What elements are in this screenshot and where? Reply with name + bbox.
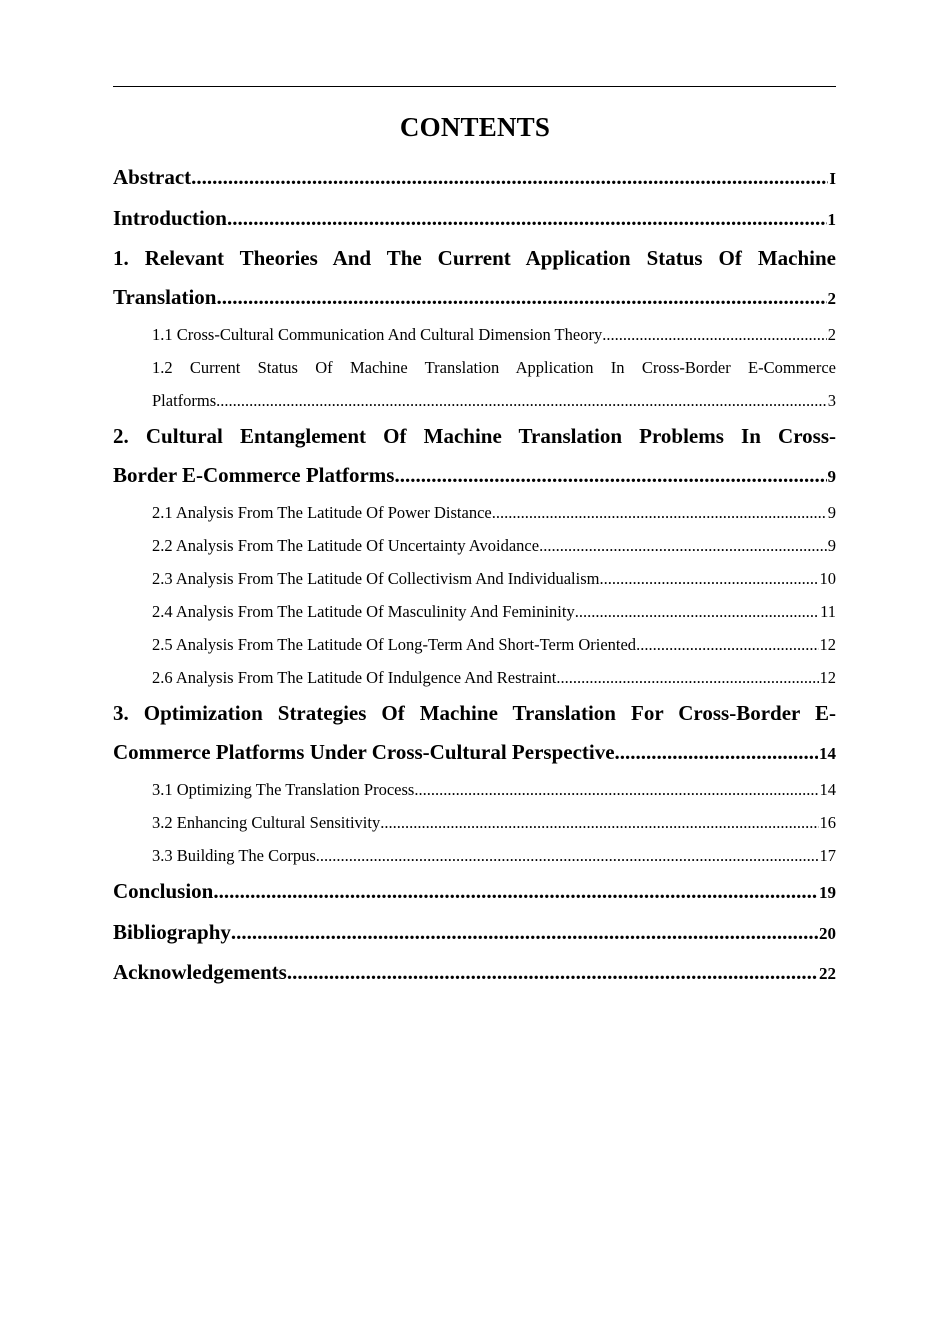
leader-dots xyxy=(575,595,819,628)
toc-entry-page: 11 xyxy=(820,602,836,621)
toc-entry-chapter-3[interactable] xyxy=(113,694,836,773)
toc-entry-section-3-1[interactable] xyxy=(113,773,836,806)
toc-entry-title: 3.3 Building The Corpus xyxy=(152,846,316,865)
toc-entry-chapter-2[interactable] xyxy=(113,417,836,496)
header-rule xyxy=(113,86,836,87)
toc-entry-title: 2.4 Analysis From The Latitude Of Masculinity And Femininity xyxy=(152,602,575,621)
toc-entry-section-3-2[interactable] xyxy=(113,806,836,839)
leader-dots xyxy=(231,913,818,952)
toc-entry-section-2-5[interactable] xyxy=(113,628,836,661)
toc-entry-title: 1.1 Cross-Cultural Communication And Cultural Dimension Theory xyxy=(152,325,603,344)
leader-dots xyxy=(599,562,818,595)
leader-dots xyxy=(213,872,818,911)
toc-entry-section-2-6[interactable] xyxy=(113,661,836,694)
toc-entry-title: Abstract xyxy=(113,165,192,189)
toc-entry-page: 14 xyxy=(819,780,836,799)
toc-entry-title: 2.6 Analysis From The Latitude Of Indulgence And Restraint xyxy=(152,668,557,687)
toc-entry-page: 20 xyxy=(819,923,836,943)
leader-dots xyxy=(492,496,827,529)
toc-entry-page: 19 xyxy=(819,883,836,902)
leader-dots xyxy=(191,158,828,197)
toc-entry-title-line2: Translation xyxy=(113,284,217,309)
page-title: CONTENTS xyxy=(399,112,551,142)
toc-entry-introduction[interactable] xyxy=(113,199,836,240)
toc-entry-title-line1: 1.2 Current Status Of Machine Translation Application In Cross-Border E-Commerce xyxy=(152,358,836,377)
toc-entry-page: 22 xyxy=(819,964,836,983)
toc-entry-section-3-3[interactable] xyxy=(113,839,836,872)
leader-dots xyxy=(602,318,827,351)
leader-dots xyxy=(539,529,827,562)
leader-dots xyxy=(394,456,826,495)
toc-entry-page: 10 xyxy=(819,569,836,588)
toc-entry-title-line1: 1. Relevant Theories And The Current Application Status Of Machine xyxy=(113,246,836,270)
toc-entry-title: 2.1 Analysis From The Latitude Of Power Distance xyxy=(152,503,492,522)
toc-entry-page: 2 xyxy=(827,325,836,344)
leader-dots xyxy=(316,839,819,872)
toc-entry-title: Conclusion xyxy=(113,879,214,903)
toc-entry-title: Introduction xyxy=(113,205,227,230)
toc-entry-page: 12 xyxy=(819,635,836,654)
toc-entry-page: 9 xyxy=(827,536,836,555)
leader-dots xyxy=(216,384,827,417)
leader-dots xyxy=(636,628,818,661)
toc-entry-page: 14 xyxy=(819,743,836,763)
table-of-contents xyxy=(113,158,836,994)
toc-entry-page: 12 xyxy=(819,668,836,687)
toc-entry-title: Acknowledgements xyxy=(113,960,287,984)
leader-dots xyxy=(287,953,818,992)
toc-entry-page: 17 xyxy=(819,846,836,865)
toc-entry-section-2-2[interactable] xyxy=(113,529,836,562)
toc-entry-abstract[interactable] xyxy=(113,158,836,199)
toc-entry-page: 2 xyxy=(827,288,836,308)
toc-entry-title: 2.5 Analysis From The Latitude Of Long-Term And Short-Term Oriented xyxy=(152,635,637,654)
toc-entry-page: 3 xyxy=(827,391,836,410)
leader-dots xyxy=(216,278,826,317)
toc-entry-title-line2: Commerce Platforms Under Cross-Cultural Perspective xyxy=(113,739,615,764)
leader-dots xyxy=(556,661,818,694)
toc-entry-acknowledgements[interactable] xyxy=(113,953,836,994)
toc-entry-title-line1: 2. Cultural Entanglement Of Machine Translation Problems In Cross- xyxy=(113,424,836,448)
toc-entry-title: 2.2 Analysis From The Latitude Of Uncertainty Avoidance xyxy=(152,536,540,555)
toc-entry-page: 1 xyxy=(827,209,836,229)
toc-entry-title: 3.2 Enhancing Cultural Sensitivity xyxy=(152,813,381,832)
toc-entry-page: I xyxy=(829,169,836,188)
toc-entry-page: 9 xyxy=(827,466,836,486)
toc-entry-title-line2: Border E-Commerce Platforms xyxy=(113,462,395,487)
toc-entry-section-2-3[interactable] xyxy=(113,562,836,595)
toc-entry-chapter-1[interactable] xyxy=(113,239,836,318)
toc-entry-page: 9 xyxy=(827,503,836,522)
leader-dots xyxy=(227,199,827,238)
toc-entry-bibliography[interactable] xyxy=(113,913,836,954)
toc-entry-page: 16 xyxy=(819,813,836,832)
toc-entry-title: 3.1 Optimizing The Translation Process xyxy=(152,780,415,799)
toc-entry-title-line1: 3. Optimization Strategies Of Machine Translation For Cross-Border E- xyxy=(113,701,836,725)
toc-entry-section-2-1[interactable] xyxy=(113,496,836,529)
toc-entry-conclusion[interactable] xyxy=(113,872,836,913)
toc-entry-title-line2: Platforms xyxy=(152,391,217,410)
toc-entry-section-1-2[interactable] xyxy=(113,351,836,417)
leader-dots xyxy=(380,806,818,839)
leader-dots xyxy=(414,773,818,806)
leader-dots xyxy=(615,733,818,772)
toc-entry-title: 2.3 Analysis From The Latitude Of Collectivism And Individualism xyxy=(152,569,600,588)
toc-entry-section-1-1[interactable] xyxy=(113,318,836,351)
toc-entry-title: Bibliography xyxy=(113,919,231,944)
toc-entry-section-2-4[interactable] xyxy=(113,595,836,628)
